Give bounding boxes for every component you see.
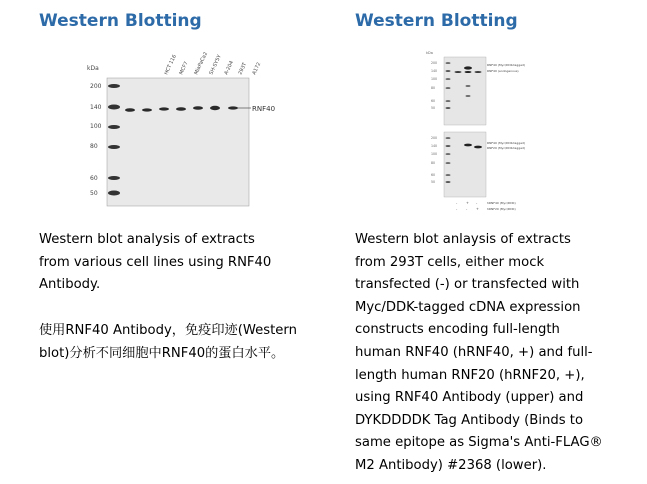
svg-text:-: -	[466, 207, 468, 211]
left-lane-a204: A-204	[223, 60, 236, 76]
right-title: Western Blotting	[355, 11, 518, 31]
left-marker-60: 60	[90, 175, 98, 182]
left-band-label: RNF40	[252, 105, 276, 113]
svg-text:50: 50	[431, 106, 436, 110]
left-lane-shsy5y: SH-SY5Y	[208, 54, 223, 76]
left-lane-labels	[163, 51, 262, 76]
svg-text:80: 80	[431, 86, 436, 90]
left-marker-200: 200	[90, 83, 102, 90]
left-lane-293t: 293T	[237, 61, 249, 76]
left-marker-labels	[90, 83, 102, 197]
svg-text:200: 200	[431, 136, 438, 140]
right-upper-label-tagged: RNF40 (Myc/DDK-tagged)	[487, 63, 526, 67]
left-marker-50: 50	[90, 190, 98, 197]
svg-text:100: 100	[431, 77, 438, 81]
right-lower-label-rnf40: RNF40 (Myc/DDK-tagged)	[487, 141, 526, 145]
left-lane-miapaca2: MiaPaCa2	[193, 51, 210, 76]
svg-text:hRNF20 (Myc/DDK): hRNF20 (Myc/DDK)	[487, 207, 516, 211]
svg-text:140: 140	[431, 144, 438, 148]
left-lane-a172: A172	[251, 61, 263, 76]
svg-text:140: 140	[431, 69, 438, 73]
right-kda-label: kDa	[426, 51, 433, 55]
right-lower-label-rnf20: RNF20 (Myc/DDK-tagged)	[487, 146, 526, 150]
svg-text:+: +	[466, 201, 469, 205]
left-western-blot	[87, 50, 287, 210]
svg-text:100: 100	[431, 152, 438, 156]
left-lane-mcf7: MCF7	[178, 60, 190, 76]
left-caption: Western blot analysis of extracts from various cell lines using RNF40 Antibody.	[39, 232, 272, 293]
svg-text:+: +	[476, 207, 479, 211]
svg-text:80: 80	[431, 161, 436, 165]
right-western-blot	[426, 42, 546, 217]
left-title: Western Blotting	[39, 11, 202, 31]
left-marker-80: 80	[90, 143, 98, 150]
svg-text:-: -	[476, 201, 478, 205]
right-caption: Western blot anlaysis of extracts from 293T cells, either mock transfected (-) or transfected with Myc/DDK-tagged cDNA expression constructs encoding full-length human RNF40 (hRNF40, +) and full- length human RNF20 (hRNF20, +), using RNF40 Antibody (upper) and DYKDDDDK Tag Antibody (Binds to same epitope as Sigma's Anti-FLAG® M2 Antibody) #2368 (lower).	[355, 232, 603, 473]
svg-text:-: -	[456, 207, 458, 211]
left-caption-cn: 使用RNF40 Antibody，免疫印迹(Western blot)分析不同细胞中RNF40的蛋白水平。	[39, 323, 297, 361]
left-marker-140: 140	[90, 104, 102, 111]
svg-text:60: 60	[431, 99, 436, 103]
left-kda-label: kDa	[87, 65, 99, 72]
svg-text:50: 50	[431, 180, 436, 184]
right-lane-key	[456, 201, 516, 211]
svg-text:-: -	[456, 201, 458, 205]
right-upper-label-endogenous: RNF40 (endogenous)	[487, 69, 519, 73]
svg-text:200: 200	[431, 61, 438, 65]
left-lane-hct116: HCT 116	[163, 53, 178, 76]
right-upper-marker-labels	[431, 61, 437, 110]
right-lower-membrane	[444, 132, 486, 197]
svg-text:60: 60	[431, 173, 436, 177]
left-marker-100: 100	[90, 123, 102, 130]
right-lower-marker-labels	[431, 136, 437, 184]
left-blot-membrane	[107, 78, 249, 206]
svg-text:hRNF40 (Myc/DDK): hRNF40 (Myc/DDK)	[487, 201, 516, 205]
